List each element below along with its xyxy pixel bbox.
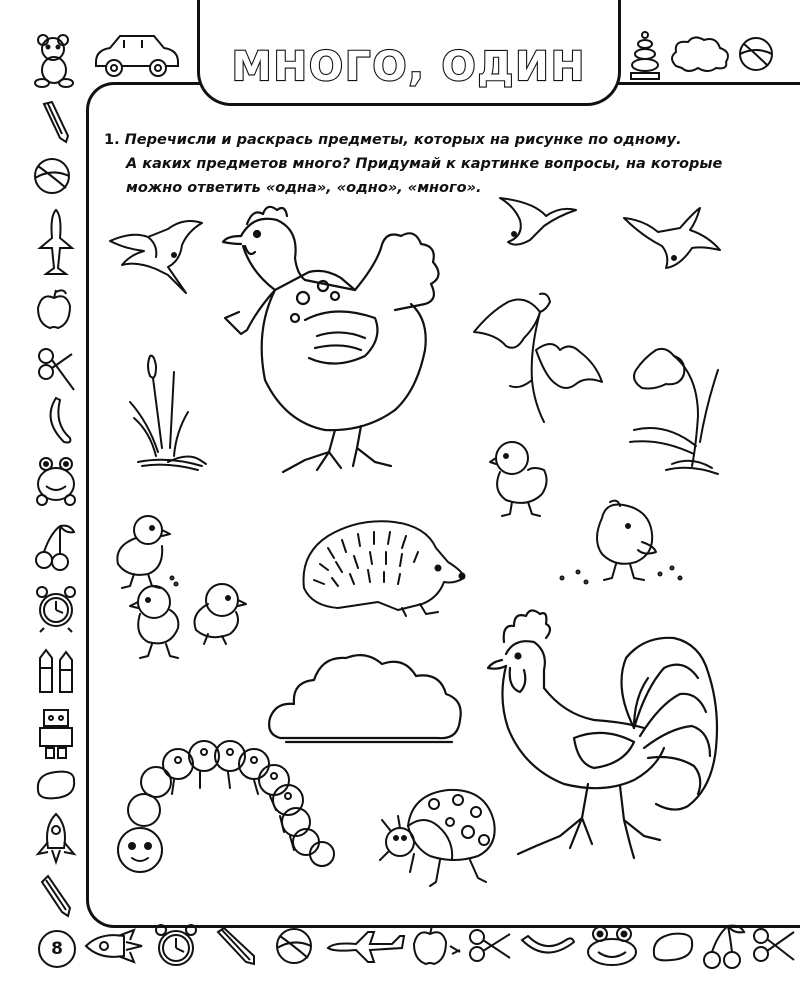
car-icon (92, 32, 180, 78)
swallow-picture-left (108, 215, 208, 295)
bluebell-picture-right (626, 346, 726, 476)
crayons-icon (36, 648, 76, 696)
rooster-picture (484, 608, 724, 884)
page-number: 8 (38, 930, 76, 968)
frog-icon-bottom (582, 924, 642, 968)
frog-icon (34, 456, 78, 508)
chick-picture-4 (186, 580, 250, 646)
ball-icon (738, 36, 774, 72)
task-text (104, 128, 724, 200)
title-tab (197, 0, 621, 106)
cherries-icon-bottom (702, 922, 748, 970)
cloud-picture (266, 650, 466, 746)
cattail-picture (128, 352, 208, 476)
rocket-icon (34, 812, 78, 864)
caterpillar-picture (104, 738, 344, 876)
swallow-picture-middle (494, 196, 578, 250)
chick-picture-1 (488, 438, 554, 518)
ladybug-picture (378, 786, 502, 892)
task-line-1: Перечисли и раскрась предметы, которых на рисунке по одному. (124, 132, 682, 148)
alarm-clock-icon-bottom (152, 922, 200, 970)
task-line-2: А каких предметов много? Придумай к картинке вопросы, на которые (126, 156, 723, 172)
scissors-icon-bottom-2 (752, 926, 796, 966)
ball-icon-bottom (274, 926, 314, 966)
task-line-3: можно ответить «одна», «одно», «много». (126, 180, 482, 196)
teddy-bear-icon (30, 30, 80, 88)
pencil-icon-bottom-row (214, 926, 258, 966)
swallow-picture-right (622, 206, 722, 276)
pencil-icon-bottom (38, 874, 72, 918)
banana-icon (38, 396, 74, 446)
alarm-clock-icon (34, 584, 78, 634)
apple-icon-bottom (412, 924, 464, 968)
bluebell-picture-middle (470, 290, 610, 422)
rocket-icon-bottom (84, 928, 144, 964)
task-number: 1. (104, 132, 120, 148)
lemon-icon-bottom (650, 930, 696, 964)
page-title: МНОГО, ОДИН (231, 44, 587, 90)
pencil-icon (38, 100, 72, 144)
airplane-icon-bottom (326, 930, 406, 964)
scissors-icon-bottom (468, 928, 512, 964)
chick-picture-2 (108, 512, 178, 592)
chick-picture-3 (128, 582, 190, 662)
hedgehog-picture (298, 518, 468, 618)
apple-icon (36, 288, 72, 332)
lemon-icon (34, 768, 78, 802)
cloud-icon (668, 34, 732, 74)
banana-icon-bottom (520, 932, 576, 962)
hen-picture (205, 200, 455, 490)
pyramid-icon (628, 30, 662, 82)
cherries-icon (34, 522, 78, 572)
airplane-icon (38, 208, 74, 278)
chick-picture-5 (556, 498, 686, 590)
ball-icon-left (32, 156, 72, 196)
robot-icon (34, 708, 78, 760)
scissors-icon (36, 346, 76, 396)
